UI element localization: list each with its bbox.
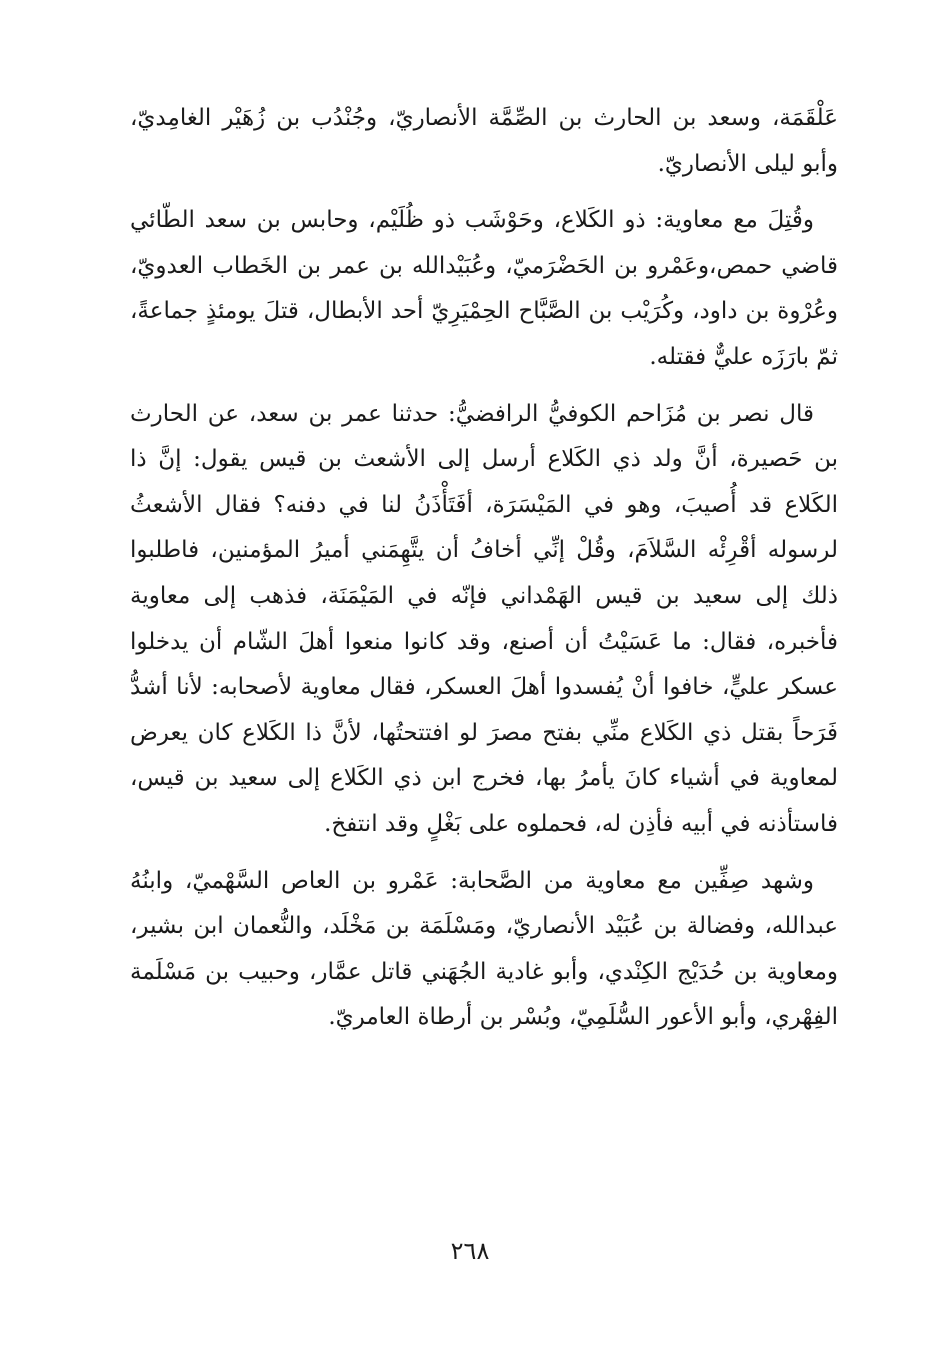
paragraph-4: وشهد صِفِّين مع معاوية من الصَّحابة: عَمْرو بن العاص السَّهْميّ، وابنُهُ عبدالله، وفضالة بن عُبَيْد الأنصاريّ، ومَسْلَمَة بن مَخْلَد، والنُّعمان ابن بشير، ومعاوية بن حُدَيْج الكِنْدي، وأبو غادية الجُهَني قاتل عمَّار، وحبيب بن مَسْلَمة الفِهْري، وأبو الأعور السُّلَمِيّ، وبُسْر بن أرطاة العامريّ. (130, 867, 838, 1031)
page-body (130, 96, 838, 1041)
paragraph-1: عَلْقَمَة، وسعد بن الحارث بن الصِّمَّة الأنصاريّ، وجُنْدُب بن زُهَيْر الغامِديّ، وأبو ليلى الأنصاريّ. (130, 105, 838, 177)
page-number: ٢٦٨ (450, 1237, 490, 1265)
paragraph-2: وقُتِلَ مع معاوية: ذو الكَلاع، وحَوْشَب ذو ظُلَيْم، وحابس بن سعد الطّائي قاضي حمص،وعَمْرو بن الحَضْرَميّ، وعُبَيْدالله بن عمر بن الخَطاب العدويّ، وعُرْوة بن داود، وكُرَيْب بن الصَّبَّاح الحِمْيَرِيّ أحد الأبطال، قتلَ يومئذٍ جماعةً، ثمّ بارَزَه عليٌّ فقتله. (130, 207, 838, 370)
paragraph-3: قال نصر بن مُزَاحم الكوفيُّ الرافضيُّ: حدثنا عمر بن سعد، عن الحارث بن حَصيرة، أنَّ ولد ذي الكَلاع أرسل إلى الأشعث بن قيس يقول: إنَّ ذا الكَلاع قد أُصيبَ، وهو في المَيْسَرَة، أفَتَأْذَنُ لنا في دفنه؟ فقال الأشعثُ لرسوله أقْرِئْه السَّلاَمَ، وقُلْ إنِّي أخافُ أن يتَّهِمَني أميرُ المؤمنين، فاطلبوا ذلك إلى سعيد بن قيس الهَمْداني فإنّه في المَيْمَنَة، فذهب إلى معاوية فأخبره، فقال: ما عَسَيْتُ أن أصنع، وقد كانوا منعوا أهلَ الشّام أن يدخلوا عسكر عليٍّ، خافوا أنْ يُفسدوا أهلَ العسكر، فقال معاوية لأصحابه: لأنا أشدُّ فَرَحاً بقتل ذي الكَلاع منِّي بفتح مصرَ لو افتتحتُها، لأنَّ ذا الكَلاع كان يعرض لمعاوية في أشياء كانَ يأمرُ بها، فخرج ابن ذي الكَلاع إلى سعيد بن قيس، فاستأذنه في أبيه فأذِن له، فحملوه على بَغْلٍ وقد انتفخ. (130, 400, 838, 837)
